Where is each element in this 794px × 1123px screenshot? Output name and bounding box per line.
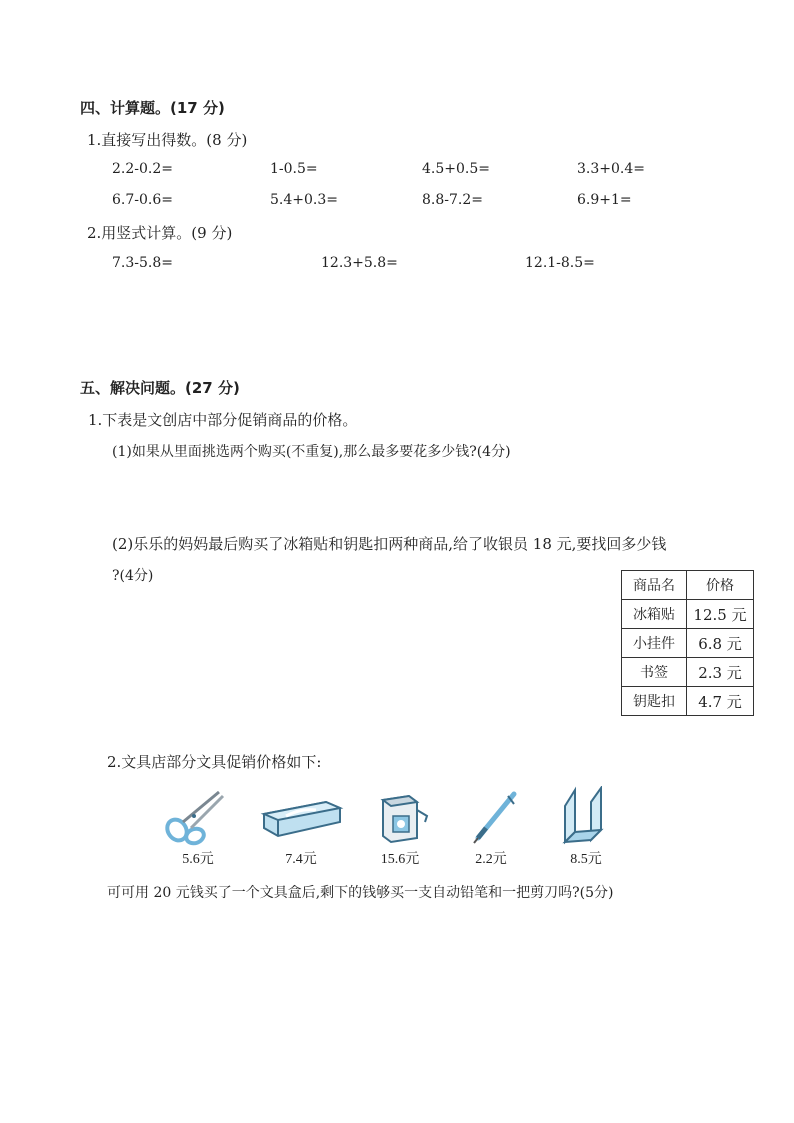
item-price: 8.5元: [570, 852, 602, 867]
vertical-calc-item: 12.1-8.5=: [525, 255, 595, 271]
product-price: 2.3 元: [687, 658, 754, 687]
calc-item: 5.4+0.3=: [270, 192, 338, 208]
problem1-intro: 1.下表是文创店中部分促销商品的价格。: [88, 411, 358, 429]
q1-title: 1.直接写出得数。(8 分): [87, 131, 248, 149]
calc-item: 4.5+0.5=: [422, 161, 490, 177]
product-price: 4.7 元: [687, 687, 754, 716]
vertical-calc-item: 12.3+5.8=: [321, 255, 398, 271]
scissors-icon: [163, 786, 233, 846]
item-price: 15.6元: [380, 852, 420, 867]
table-row: [622, 629, 754, 658]
mechanical-pencil-icon: [456, 786, 526, 846]
product-name: 钥匙扣: [622, 687, 687, 716]
stationery-item-bookend: [538, 786, 634, 878]
vertical-calc-item: 7.3-5.8=: [112, 255, 173, 271]
table-header: 价格: [687, 571, 754, 600]
pencil-sharpener-icon: [365, 786, 435, 846]
product-name: 书签: [622, 658, 687, 687]
item-price: 7.4元: [285, 852, 317, 867]
section4-title: 四、计算题。(17 分): [80, 99, 225, 117]
section5-title: 五、解决问题。(27 分): [80, 379, 240, 397]
table-header: 商品名: [622, 571, 687, 600]
q2-title: 2.用竖式计算。(9 分): [87, 224, 233, 242]
table-row: [622, 658, 754, 687]
problem2-question: 可可用 20 元钱买了一个文具盒后,剩下的钱够买一支自动铅笔和一把剪刀吗?(5分): [107, 885, 614, 901]
table-row: [622, 687, 754, 716]
calc-item: 6.9+1=: [577, 192, 632, 208]
product-name: 冰箱贴: [622, 600, 687, 629]
calc-item: 3.3+0.4=: [577, 161, 645, 177]
table-header-row: [622, 571, 754, 600]
pencil-case-icon: [256, 786, 346, 846]
item-price: 5.6元: [182, 852, 214, 867]
product-price: 12.5 元: [687, 600, 754, 629]
problem2-intro: 2.文具店部分文具促销价格如下:: [107, 753, 322, 771]
table-row: [622, 600, 754, 629]
calc-item: 8.8-7.2=: [422, 192, 483, 208]
stationery-item-sharpener: [352, 786, 448, 878]
price-table: [621, 570, 754, 716]
item-price: 2.2元: [475, 852, 507, 867]
problem1-sub2-line1: (2)乐乐的妈妈最后购买了冰箱贴和钥匙扣两种商品,给了收银员 18 元,要找回多少钱: [112, 535, 667, 553]
problem1-sub1: (1)如果从里面挑选两个购买(不重复),那么最多要花多少钱?(4分): [112, 444, 511, 460]
stationery-item-scissors: [150, 786, 246, 878]
bookend-icon: [551, 786, 621, 846]
calc-item: 1-0.5=: [270, 161, 318, 177]
calc-item: 2.2-0.2=: [112, 161, 173, 177]
stationery-item-mechanical-pencil: [443, 786, 539, 878]
product-price: 6.8 元: [687, 629, 754, 658]
calc-item: 6.7-0.6=: [112, 192, 173, 208]
stationery-item-pencil-case: [253, 786, 349, 878]
product-name: 小挂件: [622, 629, 687, 658]
problem1-sub2-line2: ?(4分): [112, 568, 154, 584]
